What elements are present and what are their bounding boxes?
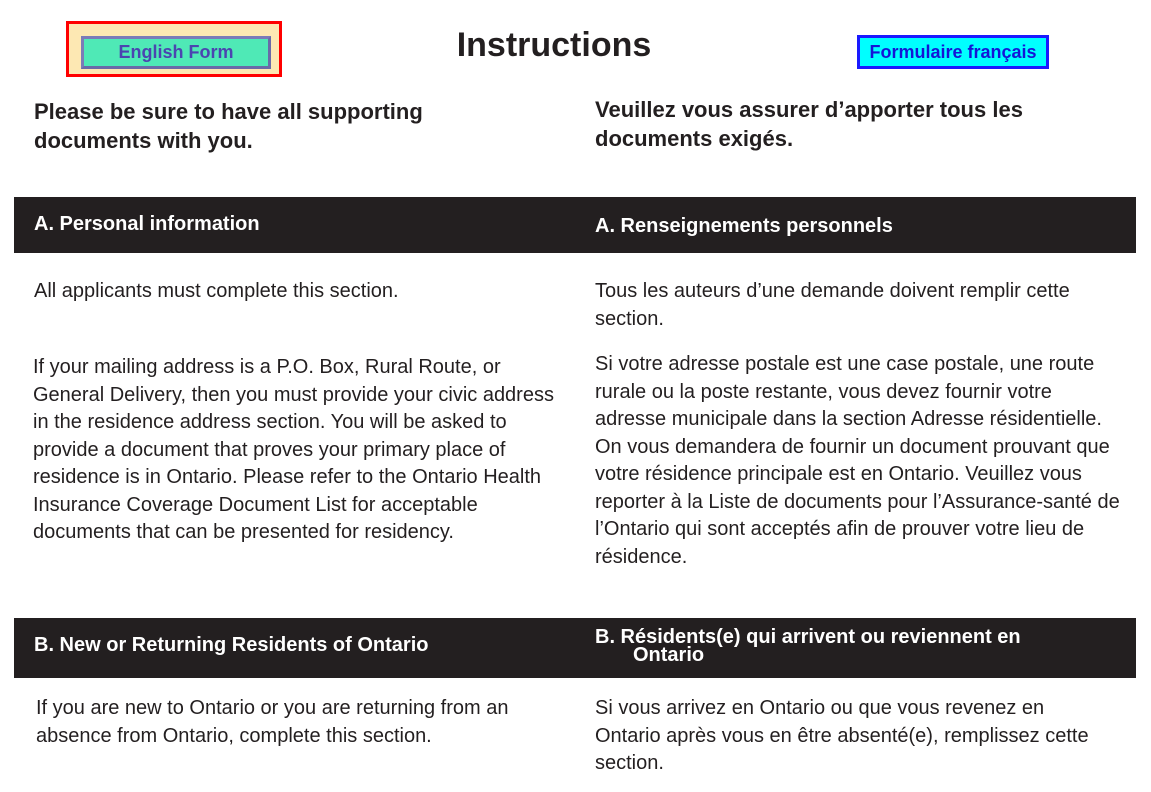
section-a-heading-english: A. Personal information [34,213,260,235]
section-a-para-1-english: All applicants must complete this section. [34,280,399,302]
section-a-para-1-french: Tous les auteurs d’une demande doivent remplir cette section. [595,280,1070,330]
section-b-para-english: If you are new to Ontario or you are returning from an absence from Ontario, complete this section. [36,697,509,747]
section-b-heading-french-line2: Ontario [633,644,705,666]
section-a-para-2-french: Si votre adresse postale est une case postale, une route rurale ou la poste restante, vous devez fournir votre adresse municipale dans la section Adresse résidentielle. On vous demandera de fournir un document prouvant que votre résidence principale est en Ontario. Veuillez vous reporter à la Liste de documents pour l’Assurance-santé de l’Ontario qui sont acceptés afin de prouver votre lieu de résidence. [595,353,1120,568]
section-a-header-bar [14,197,1136,253]
section-b-heading-french-line1: B. Résidents(e) qui arrivent ou reviennent en [595,626,1021,648]
page-title: Instructions [456,26,652,64]
english-form-button[interactable]: English Form [81,36,271,69]
section-a-heading-french: A. Renseignements personnels [595,215,893,237]
section-b-header-bar [14,618,1136,678]
section-a-para-2-english: If your mailing address is a P.O. Box, Rural Route, or General Delivery, then you must provide your civic address in the residence address section. You will be asked to provide a document that proves your primary place of residence is in Ontario. Please refer to the Ontario Health Insurance Coverage Document List for acceptable documents that can be presented for residency. [33,356,554,543]
intro-french: Veuillez vous assurer d’apporter tous les documents exigés. [595,97,1023,151]
intro-english: Please be sure to have all supporting documents with you. [34,99,423,153]
section-b-para-french: Si vous arrivez en Ontario ou que vous revenez en Ontario après vous en être absenté(e), remplissez cette section. [595,697,1089,774]
section-b-heading-english: B. New or Returning Residents of Ontario [34,634,429,656]
french-form-button[interactable]: Formulaire français [857,35,1049,69]
